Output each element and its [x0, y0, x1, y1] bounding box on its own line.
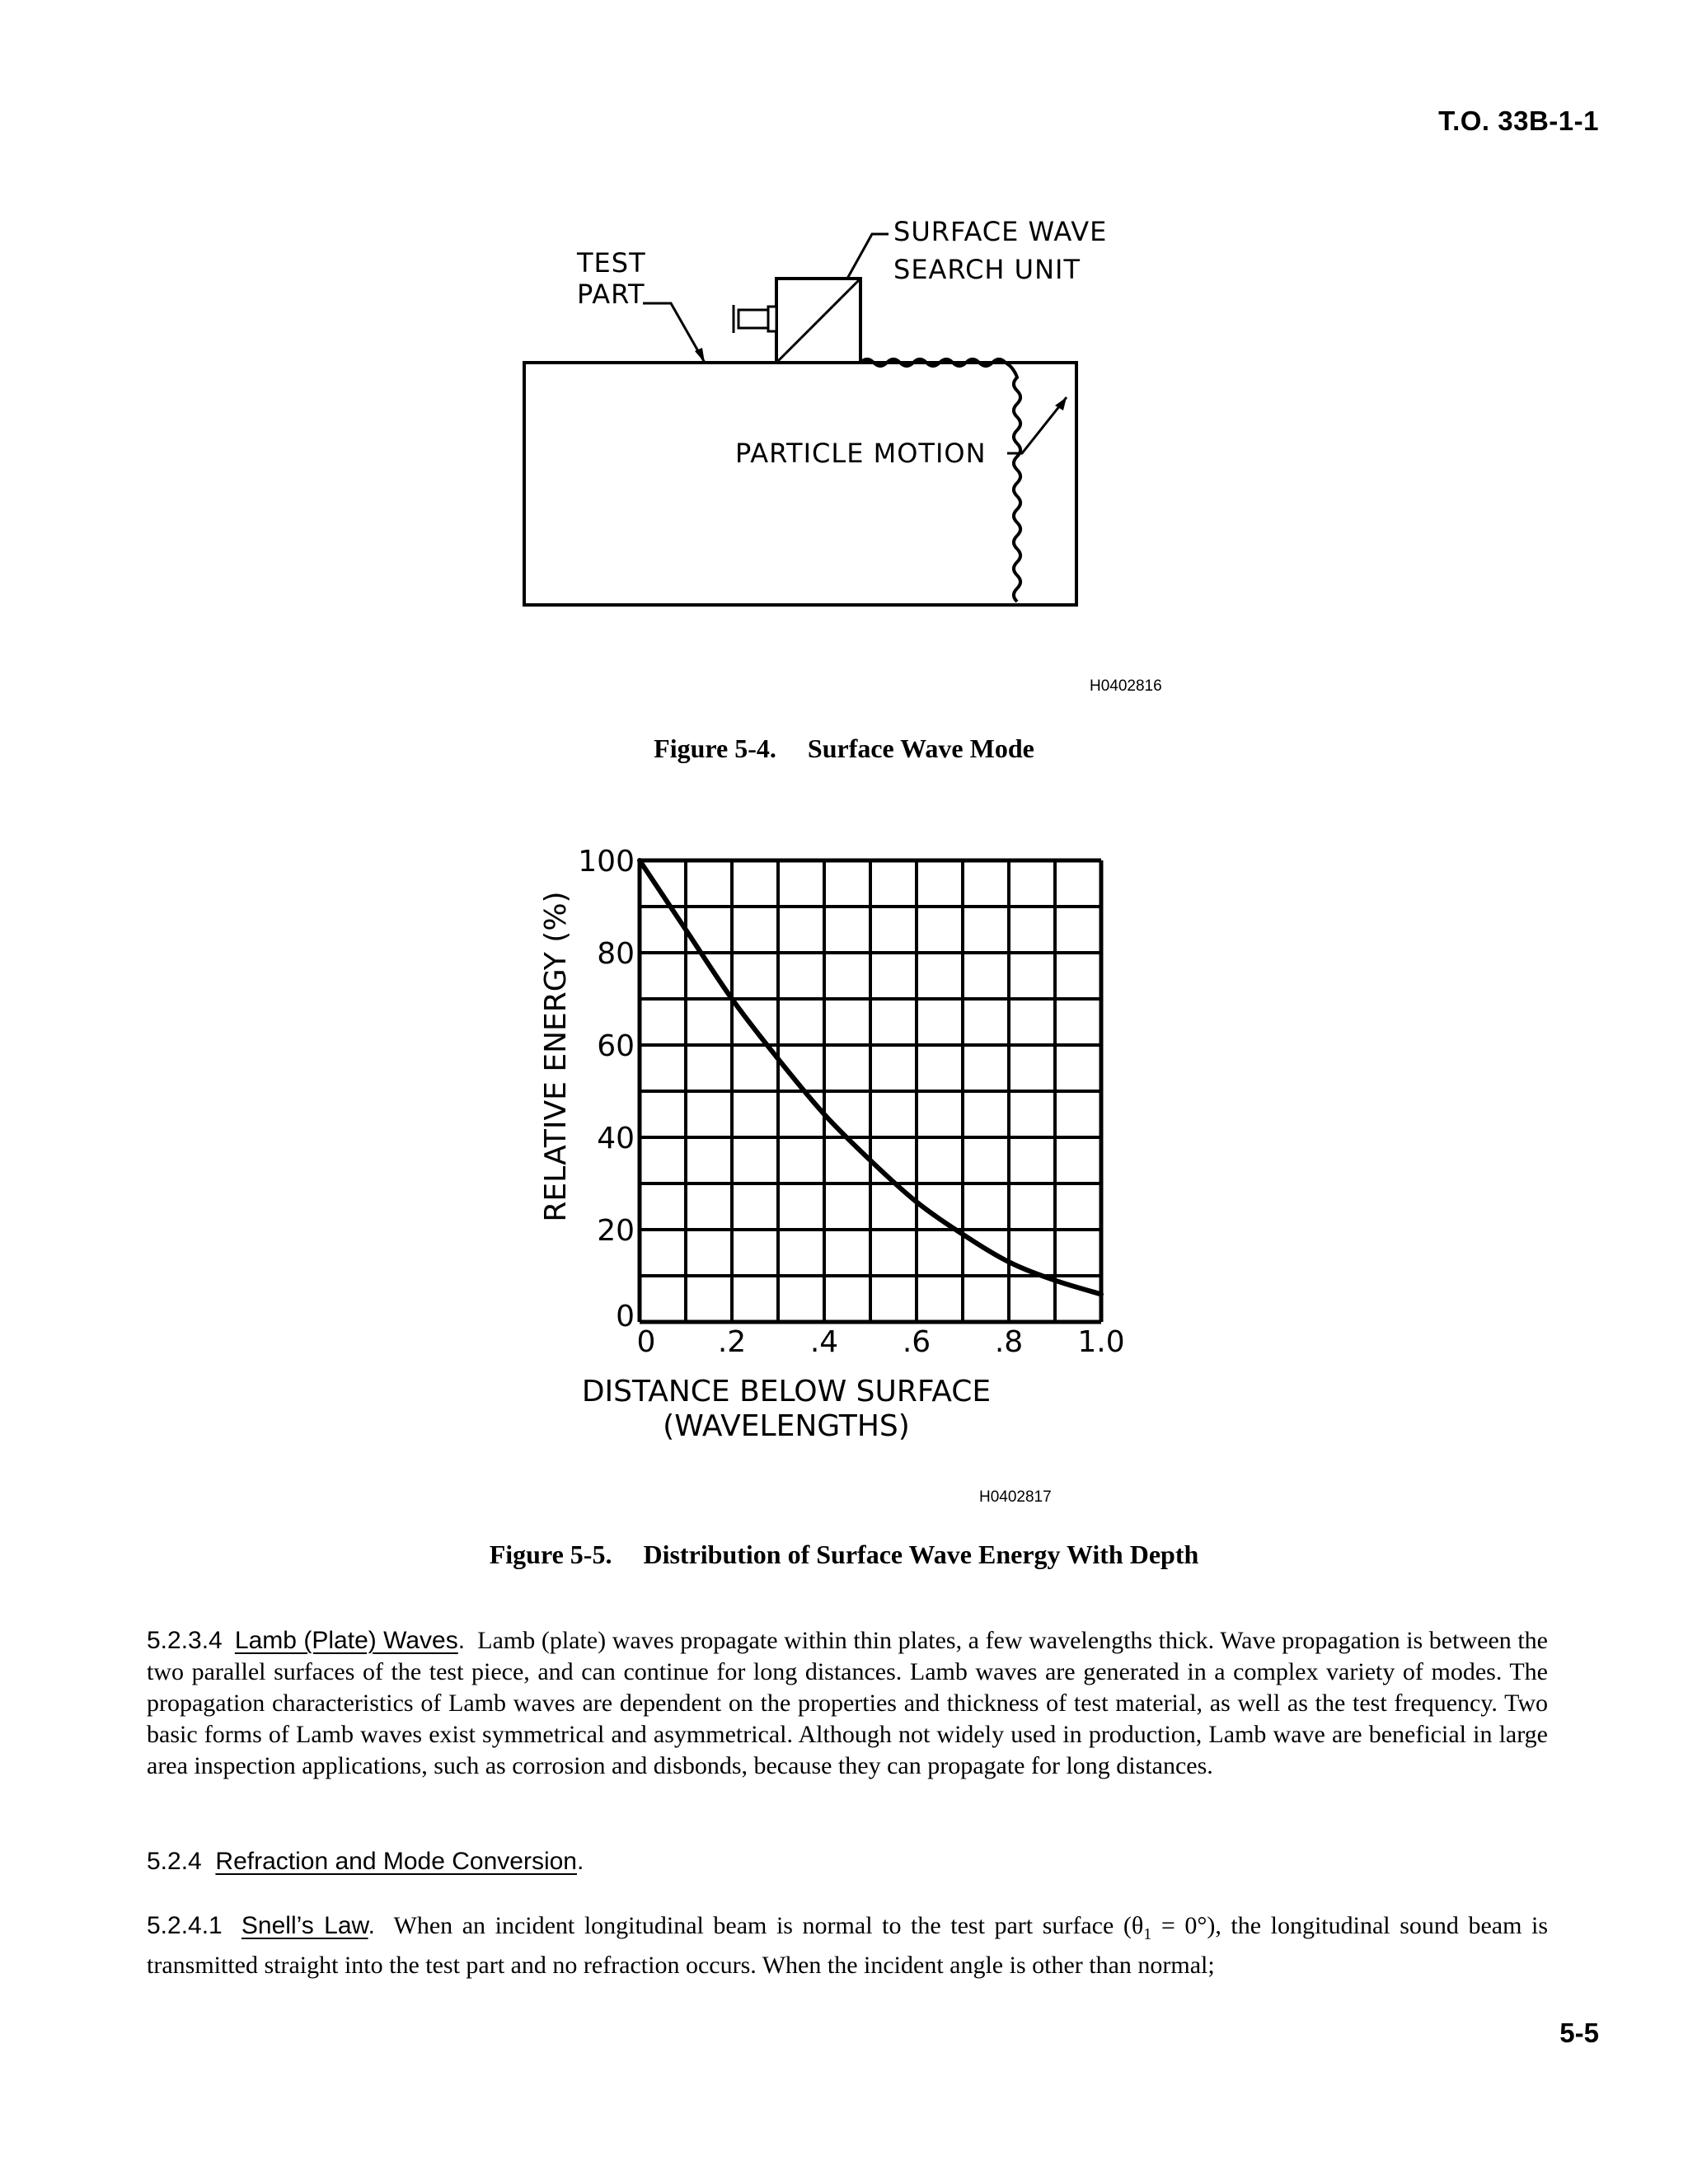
- y-tick-label: 20: [597, 1214, 635, 1248]
- paragraph-text-a: When an incident longitudinal beam is normal to the test part surface (θ: [393, 1912, 1144, 1939]
- x-tick-label: .6: [902, 1325, 931, 1359]
- chart-y-label: RELATIVE ENERGY (%): [539, 891, 573, 1222]
- label-test-part-2: PART: [577, 279, 645, 310]
- chart-grid: [640, 860, 1101, 1322]
- paragraph-heading: Snell’s Law: [241, 1912, 368, 1939]
- label-test-part-1: TEST: [577, 247, 646, 279]
- label-search-unit-1: SURFACE WAVE: [893, 216, 1108, 247]
- x-tick-label: .8: [994, 1325, 1024, 1359]
- figure-5-4-number: Figure 5-4.: [654, 733, 776, 763]
- figure-5-5-title: Distribution of Surface Wave Energy With Depth: [643, 1540, 1199, 1569]
- x-tick-label: 0: [636, 1325, 656, 1359]
- figure-5-4-code: H0402816: [1090, 677, 1162, 695]
- figure-5-5-code: H0402817: [979, 1488, 1052, 1506]
- document-id: T.O. 33B-1-1: [1438, 105, 1599, 136]
- section-title: Refraction and Mode Conversion: [215, 1848, 577, 1875]
- figure-5-5-chart: [528, 841, 1154, 1467]
- paragraph-number: 5.2.3.4: [147, 1627, 223, 1654]
- page-number: 5-5: [1559, 2018, 1599, 2048]
- section-heading-refraction: 5.2.4 Refraction and Mode Conversion.: [147, 1848, 584, 1875]
- theta-subscript: 1: [1143, 1925, 1152, 1943]
- label-search-unit-2: SEARCH UNIT: [893, 254, 1081, 285]
- chart-x-label-1: DISTANCE BELOW SURFACE: [581, 1375, 992, 1408]
- label-particle-motion: PARTICLE MOTION: [735, 438, 987, 469]
- x-tick-label: .2: [717, 1325, 747, 1359]
- figure-5-5-caption: [0, 1540, 1688, 1570]
- x-tick-label: .4: [809, 1325, 839, 1359]
- test-part-block: [524, 363, 1076, 605]
- paragraph-text-b: = 0°), the longitudinal sound beam is transmitted straight into the test part and no refraction occurs. When the incident angle is other than normal;: [147, 1912, 1549, 1979]
- chart-x-label-2: (WAVELENGTHS): [663, 1409, 910, 1443]
- chart-ticks: [578, 845, 1124, 1359]
- y-tick-label: 40: [597, 1122, 635, 1155]
- figure-5-4-caption: [0, 733, 1688, 764]
- figure-5-4-title: Surface Wave Mode: [807, 733, 1034, 763]
- figure-5-4-diagram: [495, 206, 1121, 635]
- y-tick-label: 80: [597, 937, 635, 971]
- y-tick-label: 100: [578, 845, 635, 879]
- paragraph-number: 5.2.4.1: [147, 1912, 223, 1939]
- y-tick-label: 0: [616, 1300, 635, 1333]
- connector-icon: [738, 310, 768, 328]
- paragraph-snells-law: 5.2.4.1 Snell’s Law. When an incident longitudinal beam is normal to the test part surface $(\theta_1 = 0^\circ)$, the longitudinal sound beam is transmitted straight into the test part and no refraction occurs. When the incident angle is other than normal;: [147, 1912, 1549, 1979]
- figure-5-5-number: Figure 5-5.: [489, 1540, 612, 1569]
- paragraph-heading: Lamb (Plate) Waves: [234, 1627, 458, 1654]
- surface-wave-path: [860, 359, 1020, 602]
- section-number: 5.2.4: [147, 1848, 202, 1875]
- x-tick-label: 1.0: [1077, 1325, 1125, 1359]
- y-tick-label: 60: [597, 1029, 635, 1063]
- paragraph-lamb-waves: 5.2.3.4 Lamb (Plate) Waves. Lamb (plate) waves propagate within thin plates, a few wavelengths thick. Wave propagation is between the two parallel surfaces of the test piece, and can continue for long distances. Lamb waves are generated in a complex variety of modes. The propagation characteristics of Lamb waves are dependent on the properties and thickness of test material, as well as the test frequency. Two basic forms of Lamb waves exist symmetrical and asymmetrical. Although not widely used in production, Lamb wave are beneficial in large area inspection applications, such as corrosion and disbonds, because they can propagate for long distances.: [147, 1627, 1548, 1779]
- paragraph-text: Lamb (plate) waves propagate within thin plates, a few wavelengths thick. Wave propagation is between the two parallel surfaces of the test piece, and can continue for long distances. Lamb waves are generated in a complex variety of modes. The propagation characteristics of Lamb waves are dependent on the properties and thickness of test material, as well as the test frequency. Two basic forms of Lamb waves exist symmetrical and asymmetrical. Although not widely used in production, Lamb wave are beneficial in large area inspection applications, such as corrosion and disbonds, because they can propagate for long distances.: [147, 1627, 1548, 1779]
